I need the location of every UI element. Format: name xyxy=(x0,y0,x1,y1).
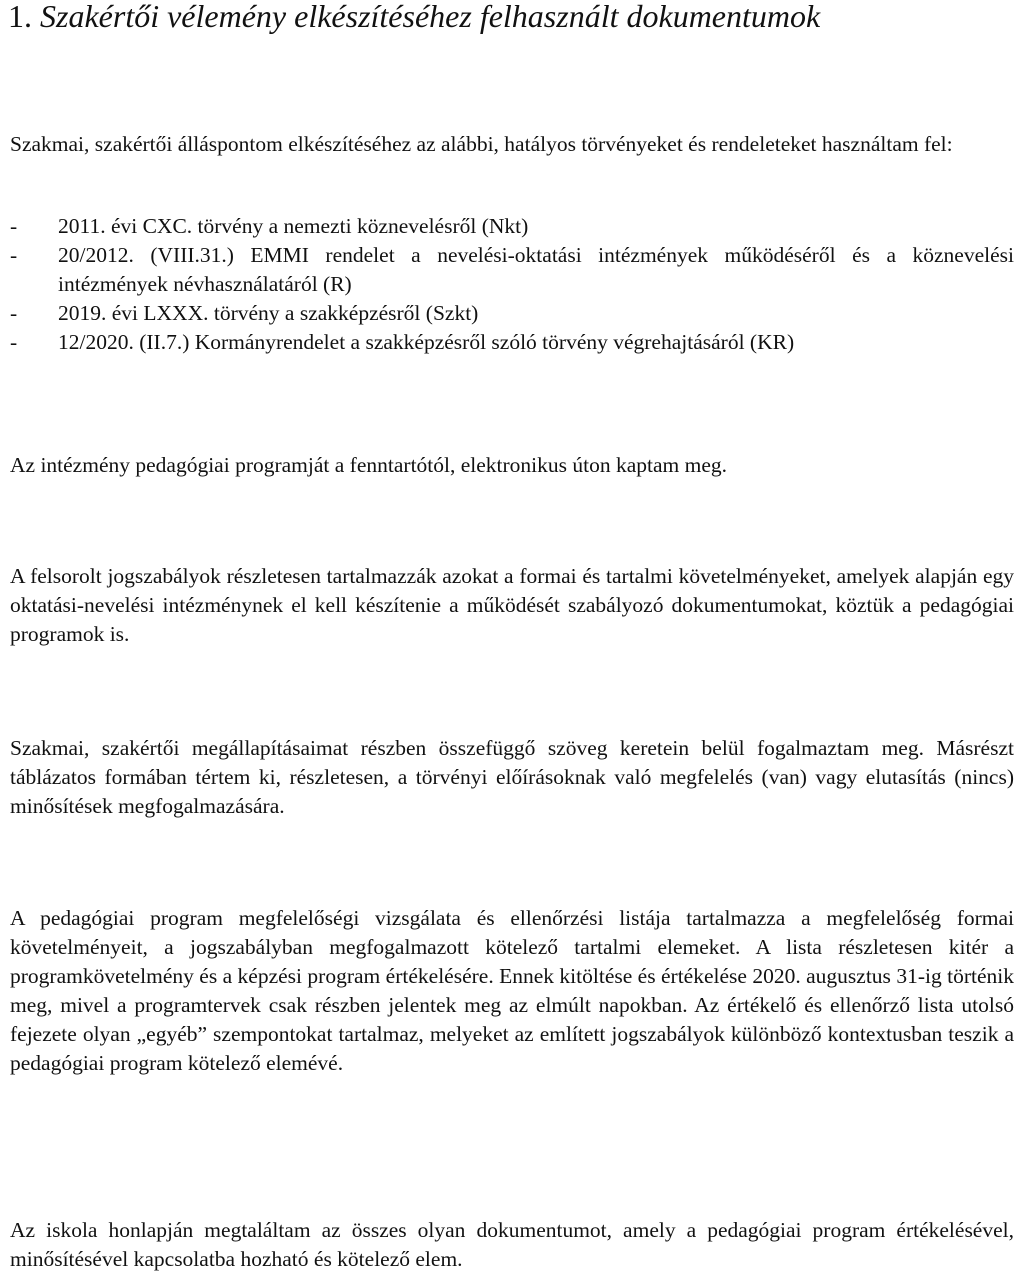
findings-paragraph: Szakmai, szakértői megállapításaimat részben összefüggő szöveg keretein belül fogalmaztam meg. Másrészt táblázatos formában tértem ki, részletesen, a törvényi előírásoknak való megfelelés (van) vagy elutasítás (nincs) minősítések megfogalmazására. xyxy=(10,736,1014,818)
legislation-item xyxy=(10,241,1014,299)
list-dash: - xyxy=(10,330,18,354)
section-title: Szakértői vélemény elkészítéséhez felhasznált dokumentumok xyxy=(40,0,821,34)
section-heading xyxy=(8,0,820,36)
section-number: 1. xyxy=(8,0,32,34)
intro-paragraph: Szakmai, szakértői álláspontom elkészítéséhez az alábbi, hatályos törvényeket és rendeleteket használtam fel: xyxy=(10,132,953,156)
legislation-item-text: 2019. évi LXXX. törvény a szakképzésről (Szkt) xyxy=(58,301,479,325)
legislation-item xyxy=(10,299,1014,328)
legislation-item xyxy=(10,212,1014,241)
legislation-item-text: 2011. évi CXC. törvény a nemezti köznevelésről (Nkt) xyxy=(58,214,529,238)
legislation-list xyxy=(10,212,1014,357)
website-paragraph: Az iskola honlapján megtaláltam az összes olyan dokumentumot, amely a pedagógiai program értékelésével, minősítésével kapcsolatba hozható és kötelező elem. xyxy=(10,1218,1014,1271)
legislation-item-text: 12/2020. (II.7.) Kormányrendelet a szakképzésről szóló törvény végrehajtásáról (KR) xyxy=(58,330,795,354)
source-paragraph: Az intézmény pedagógiai programját a fenntartótól, elektronikus úton kaptam meg. xyxy=(10,453,728,477)
legislation-item xyxy=(10,328,1014,357)
list-dash: - xyxy=(10,301,18,325)
list-dash: - xyxy=(10,214,18,238)
checklist-paragraph: A pedagógiai program megfelelőségi vizsgálata és ellenőrzési listája tartalmazza a megfelelőség formai követelményeit, a jogszabályban megfogalmazott kötelező tartalmi elemeket. A lista részletesen kitér a programkövetelmény és a képzési program értékelésére. Ennek kitöltése és értékelése 2020. augusztus 31-ig történik meg, mivel a programtervek csak részben jelentek meg az elmúlt napokban. Az értékelő és ellenőrző lista utolsó fejezete olyan „egyéb” szempontokat tartalmaz, melyeket az említett jogszabályok különböző kontextusban teszik a pedagógiai program kötelező elemévé. xyxy=(10,906,1014,1075)
requirements-paragraph: A felsorolt jogszabályok részletesen tartalmazzák azokat a formai és tartalmi követelményeket, amelyek alapján egy oktatási-nevelési intézménynek el kell készítenie a működését szabályozó dokumentumokat, köztük a pedagógiai programok is. xyxy=(10,564,1014,646)
list-dash: - xyxy=(10,243,18,267)
legislation-item-text: 20/2012. (VIII.31.) EMMI rendelet a nevelési-oktatási intézmények működéséről és a köznevelési intézmények névhasználatáról (R) xyxy=(58,243,1014,296)
